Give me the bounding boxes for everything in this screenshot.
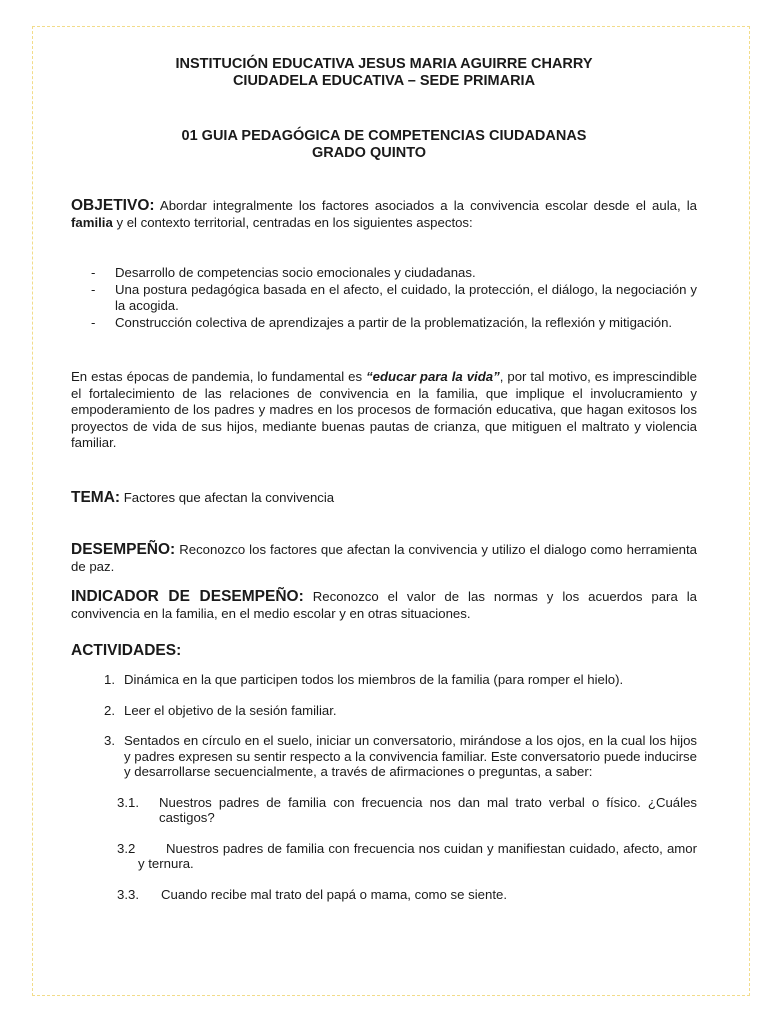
sub-activity-number: 3.1. bbox=[117, 794, 139, 810]
indicador-section bbox=[71, 589, 697, 622]
activity-text: Sentados en círculo en el suelo, iniciar un conversatorio, mirándose a los ojos, en la cual los hijos y padres expresen su sentir respecto a la convivencia familiar. Este conversatorio puede inducirse y desarrollarse secuencialmente, a través de afirmaciones o preguntas, a saber: bbox=[124, 733, 697, 779]
activity-text: Leer el objetivo de la sesión familiar. bbox=[124, 702, 337, 718]
aspects-list bbox=[71, 265, 697, 331]
objective-text-before: Abordar integralmente los factores asociados a la convivencia escolar desde el aula, la bbox=[154, 198, 697, 213]
objective-section bbox=[71, 198, 697, 231]
sub-activity-item bbox=[71, 795, 697, 826]
tema-text: Factores que afectan la convivencia bbox=[120, 489, 335, 505]
context-emphasis: “educar para la vida” bbox=[366, 369, 500, 384]
desempeno-label: DESEMPEÑO: bbox=[71, 541, 176, 558]
grade-title: GRADO QUINTO bbox=[311, 145, 427, 161]
aspect-text: Una postura pedagógica basada en el afecto, el cuidado, la protección, el diálogo, la negociación y la acogida. bbox=[115, 281, 697, 313]
indicador-text: Reconozco el valor de las normas y los acuerdos para la convivencia en la familia, en el medio escolar y en otras situaciones. bbox=[71, 589, 697, 621]
activity-item bbox=[71, 672, 697, 688]
desempeno-section bbox=[71, 542, 697, 575]
aspect-item bbox=[71, 265, 697, 282]
objective-emphasis: familia bbox=[71, 214, 113, 230]
tema-section bbox=[71, 490, 697, 507]
sub-activity-text: Nuestros padres de familia con frecuencia nos cuidan y manifiestan cuidado, afecto, amor y ternura. bbox=[138, 840, 697, 871]
document-title bbox=[71, 128, 697, 162]
indicador-label: INDICADOR DE DESEMPEÑO: bbox=[71, 588, 304, 605]
document-body bbox=[71, 56, 697, 917]
document-header bbox=[71, 56, 697, 90]
sub-activity-item bbox=[71, 841, 697, 872]
tema-label: TEMA: bbox=[71, 488, 121, 506]
dash-bullet-icon: - bbox=[91, 314, 96, 330]
aspect-text: Construcción colectiva de aprendizajes a partir de la problematización, la reflexión y mitigación. bbox=[115, 314, 673, 330]
institution-name: INSTITUCIÓN EDUCATIVA JESUS MARIA AGUIRRE CHARRY bbox=[175, 56, 593, 72]
desempeno-text: Reconozco los factores que afectan la convivencia y utilizo el dialogo como herramienta de paz. bbox=[71, 542, 697, 574]
aspect-item bbox=[71, 282, 697, 315]
activity-item bbox=[71, 733, 697, 780]
activity-number-text: 3. bbox=[104, 733, 115, 748]
sub-activity-text: Cuando recibe mal trato del papá o mama, como se siente. bbox=[161, 886, 507, 902]
activity-text: Dinámica en la que participen todos los miembros de la familia (para romper el hielo). bbox=[124, 672, 624, 687]
dash-bullet-icon: - bbox=[91, 265, 96, 280]
activity-number-text: 2. bbox=[104, 702, 115, 718]
guide-title: 01 GUIA PEDAGÓGICA DE COMPETENCIAS CIUDADANAS bbox=[181, 128, 587, 144]
context-paragraph bbox=[71, 369, 697, 452]
objective-label: OBJETIVO: bbox=[71, 197, 155, 214]
sub-activity-number: 3.3. bbox=[117, 886, 139, 902]
activities-list bbox=[71, 672, 697, 780]
actividades-heading: ACTIVIDADES: bbox=[71, 642, 182, 659]
aspect-item bbox=[71, 315, 697, 332]
context-text-before: En estas épocas de pandemia, lo fundamental es bbox=[71, 369, 367, 384]
objective-text-after: y el contexto territorial, centradas en los siguientes aspectos: bbox=[112, 214, 473, 230]
dash-bullet-icon: - bbox=[91, 281, 96, 297]
activity-number-text: 1. bbox=[104, 672, 115, 687]
context-text-after: , por tal motivo, es imprescindible el fortalecimiento de las relaciones de convivencia en la familia, que implique el involucramiento y empoderamiento de los padres y madres en los procesos de formación educativa, que hagan exitosos los proyectos de vida de sus hijos, mediante buenas pautas de crianza, que mitiguen el maltrato y violencia familiar. bbox=[71, 369, 698, 450]
sub-activity-text: Nuestros padres de familia con frecuencia nos dan mal trato verbal o físico. ¿Cuáles castigos? bbox=[159, 794, 697, 825]
sub-activity-item bbox=[71, 887, 697, 903]
aspect-text: Desarrollo de competencias socio emocionales y ciudadanas. bbox=[115, 265, 476, 280]
campus-name: CIUDADELA EDUCATIVA – SEDE PRIMARIA bbox=[232, 73, 536, 89]
sub-activities-list bbox=[71, 795, 697, 903]
sub-activity-number: 3.2 bbox=[117, 840, 136, 856]
activity-item bbox=[71, 703, 697, 719]
